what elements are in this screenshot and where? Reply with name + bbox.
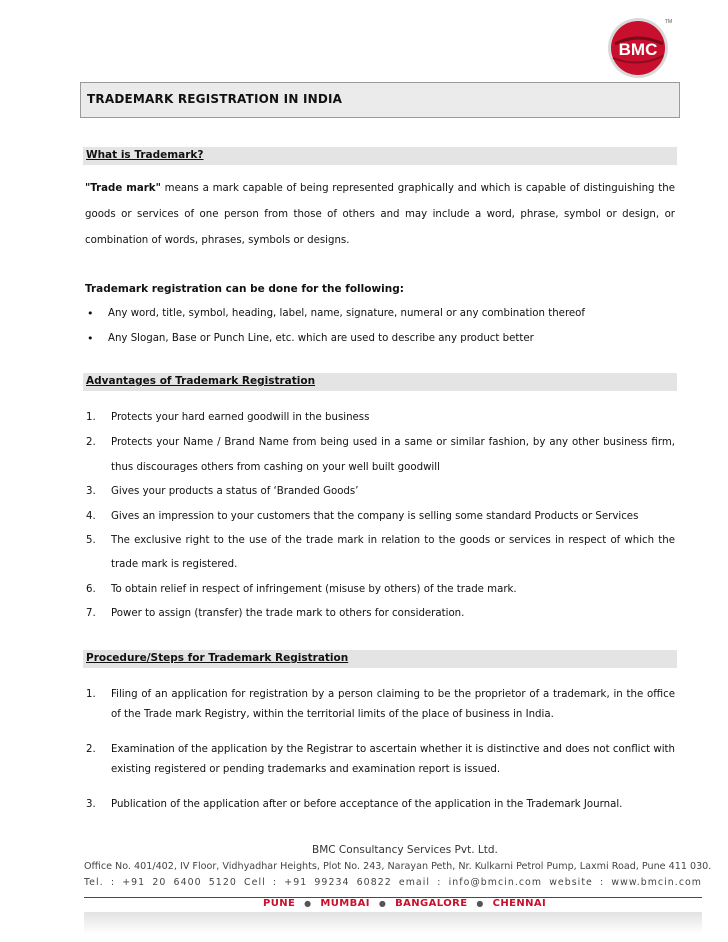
list-item-cont: of the Trade mark Registry, within the territorial limits of the place of business in India. (111, 709, 554, 720)
svg-text:TM: TM (665, 19, 673, 25)
section-header-procedure: Procedure/Steps for Trademark Registration (83, 650, 677, 668)
list-number: 3. (86, 799, 96, 810)
bullet-icon: ● (378, 899, 387, 908)
footer-contact: Tel. : +91 20 6400 5120 Cell : +91 99234 60822 email : info@bmcin.com website : www.bmcin.com (84, 877, 702, 888)
definition-line-1: "Trade mark" means a mark capable of being represented graphically and which is capable of distinguishing the (85, 183, 675, 194)
bmc-logo (605, 14, 671, 80)
footer-cities: PUNE ● MUMBAI ● BANGALORE ● CHENNAI (263, 898, 547, 909)
list-number: 2. (86, 744, 96, 755)
list-number: 5. (86, 535, 96, 546)
list-number: 1. (86, 412, 96, 423)
bullet-item: Any word, title, symbol, heading, label, name, signature, numeral or any combination thereof (108, 308, 585, 319)
registration-heading: Trademark registration can be done for the following: (85, 283, 404, 295)
list-item: Examination of the application by the Registrar to ascertain whether it is distinctive and does not conflict with (111, 744, 675, 755)
footer-shade (84, 912, 702, 934)
list-item-cont: trade mark is registered. (111, 559, 238, 570)
section-header-advantages: Advantages of Trademark Registration (83, 373, 677, 391)
list-item: Filing of an application for registration by a person claiming to be the proprietor of a trademark, in the office (111, 689, 675, 700)
list-item: Publication of the application after or before acceptance of the application in the Trademark Journal. (111, 799, 623, 810)
section-header-what: What is Trademark? (83, 147, 677, 165)
list-item: Protects your hard earned goodwill in the business (111, 412, 370, 423)
document-title: TRADEMARK REGISTRATION IN INDIA (87, 92, 343, 106)
list-item-cont: thus discourages others from cashing on your well built goodwill (111, 462, 440, 473)
list-item: Protects your Name / Brand Name from being used in a same or similar fashion, by any other business firm, (111, 437, 675, 448)
bullet-icon: ● (304, 899, 312, 908)
bullet-item: Any Slogan, Base or Punch Line, etc. which are used to describe any product better (108, 333, 534, 344)
list-number: 3. (86, 486, 96, 497)
bullet-icon: • (87, 307, 94, 320)
list-item-cont: existing registered or pending trademarks and examination report is issued. (111, 764, 501, 775)
list-item: Gives your products a status of ‘Branded Goods’ (111, 486, 359, 497)
footer-company-name: BMC Consultancy Services Pvt. Ltd. (312, 844, 498, 856)
list-item: Power to assign (transfer) the trade mark to others for consideration. (111, 608, 465, 619)
definition-line-2: goods or services of one person from those of others and may include a word, phrase, symbol or design, or (85, 209, 675, 220)
svg-text:BMC: BMC (618, 40, 658, 59)
definition-line-3: combination of words, phrases, symbols or designs. (85, 235, 350, 246)
list-item: Gives an impression to your customers that the company is selling some standard Products or Services (111, 511, 639, 522)
list-number: 7. (86, 608, 96, 619)
bullet-icon: ● (476, 899, 484, 908)
list-item: To obtain relief in respect of infringement (misuse by others) of the trade mark. (111, 584, 517, 595)
list-number: 1. (86, 689, 96, 700)
bullet-icon: • (87, 332, 94, 345)
list-number: 4. (86, 511, 96, 522)
footer-address: Office No. 401/402, IV Floor, Vidhyadhar Heights, Plot No. 243, Narayan Peth, Nr. Kulkarni Petrol Pump, Laxmi Road, Pune 411 030. (84, 861, 712, 872)
list-number: 6. (86, 584, 96, 595)
list-item: The exclusive right to the use of the trade mark in relation to the goods or services in respect of which the (111, 535, 675, 546)
list-number: 2. (86, 437, 96, 448)
document-title-box (80, 82, 680, 118)
